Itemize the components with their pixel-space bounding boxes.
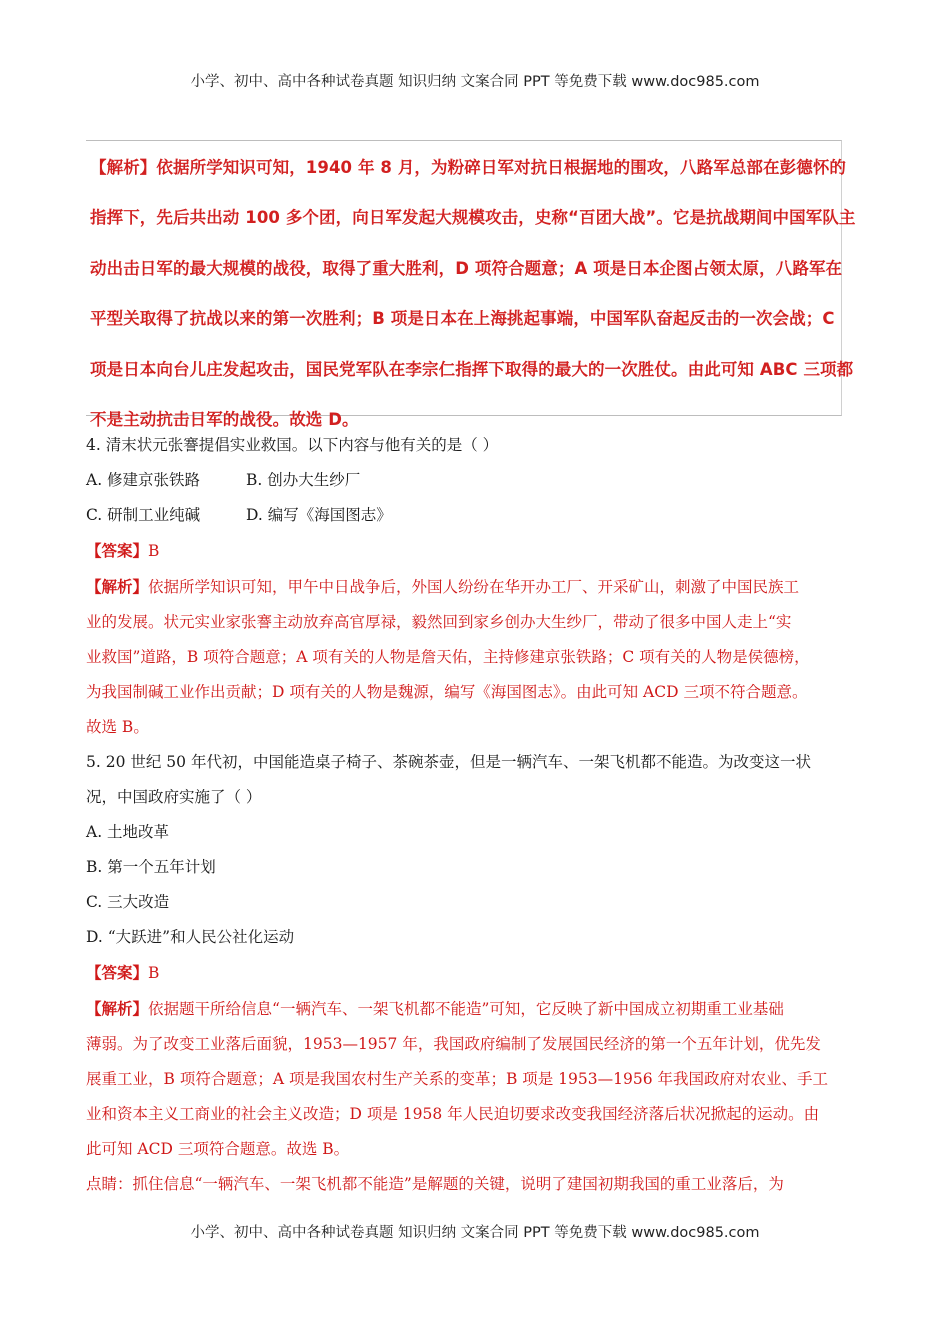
q4-analysis-line: 为我国制碱工业作出贡献；D 项有关的人物是魏源，编写《海国图志》。由此可知 ACD 三项不符合题意。 [86,683,808,701]
analysis-text: 依据题干所给信息“一辆汽车、一架飞机都不能造”可知，它反映了新中国成立初期重工业基础 [148,1000,784,1018]
q4-answer [86,533,866,569]
q5-option-a: A. 土地改革 [86,823,170,841]
prev-analysis-line: 项是日本向台儿庄发起攻击，国民党军队在李宗仁指挥下取得的最大的一次胜仗。由此可知 ABC 三项都 [90,359,854,379]
q4-options-row-1 [86,463,866,498]
q5-analysis-line [86,991,866,1027]
prev-analysis-line: 指挥下，先后共出动 100 多个团，向日军发起大规模攻击，史称“百团大战”。它是抗战期间中国军队主 [90,208,856,228]
prev-analysis-line: 平型关取得了抗战以来的第一次胜利；B 项是日本在上海挑起事端，中国军队奋起反击的一次会战；C [90,309,835,329]
answer-value: B [148,964,160,982]
q5-analysis-line: 此可知 ACD 三项符合题意。故选 B。 [86,1140,350,1158]
q4-analysis-line: 业的发展。状元实业家张謇主动放弃高官厚禄，毅然回到家乡创办大生纱厂，带动了很多中国人走上“实 [86,613,792,631]
q4-option-b: B. 创办大生纱厂 [246,471,361,489]
q4-analysis-line: 业救国”道路，B 项符合题意；A 项有关的人物是詹天佑，主持修建京张铁路；C 项有关的人物是侯德榜， [86,648,810,666]
q5-analysis-line: 业和资本主义工商业的社会主义改造；D 项是 1958 年人民迫切要求改变我国经济落后状况掀起的运动。由 [86,1105,820,1123]
answer-value: B [148,542,160,560]
question-4: 4. 清末状元张謇提倡实业救国。以下内容与他有关的是（ ） [86,436,499,454]
q5-answer [86,955,866,991]
analysis-tag: 【解析】 [86,999,149,1018]
q5-option-c: C. 三大改造 [86,893,170,911]
q5-tip: 点睛：抓住信息“一辆汽车、一架飞机都不能造”是解题的关键，说明了建国初期我国的重工业落后，为 [86,1175,784,1193]
answer-tag: 【答案】 [86,541,149,560]
q4-analysis-line [86,569,866,605]
page-header: 小学、初中、高中各种试卷真题 知识归纳 文案合同 PPT 等免费下载 www.doc985.com [190,74,760,90]
questions-body [86,428,866,1202]
question-5-cont: 况，中国政府实施了（ ） [86,788,262,806]
q4-option-a: A. 修建京张铁路 [86,471,201,489]
q5-analysis-line: 展重工业，B 项符合题意；A 项是我国农村生产关系的变革；B 项是 1953—1956 年我国政府对农业、手工 [86,1070,829,1088]
q4-analysis-line: 故选 B。 [86,718,149,736]
answer-tag: 【答案】 [86,963,149,982]
q5-option-d: D. “大跃进”和人民公社化运动 [86,928,295,946]
analysis-tag: 【解析】 [86,577,149,596]
prev-analysis-line: 动出击日军的最大规模的战役，取得了重大胜利，D 项符合题意；A 项是日本企图占领太原，八路军在 [90,258,843,278]
previous-analysis-image [86,140,856,430]
q4-option-c: C. 研制工业纯碱 [86,506,201,524]
prev-analysis-line: 【解析】依据所学知识可知，1940 年 8 月，为粉碎日军对抗日根据地的围攻，八路军总部在彭德怀的 [90,158,847,177]
question-5: 5. 20 世纪 50 年代初，中国能造桌子椅子、茶碗茶壶，但是一辆汽车、一架飞机都不能造。为改变这一状 [86,753,811,771]
q5-option-b: B. 第一个五年计划 [86,858,216,876]
prev-analysis-line: 不是主动抗击日军的战役。故选 D。 [90,410,359,430]
analysis-text: 依据所学知识可知，甲午中日战争后，外国人纷纷在华开办工厂、开采矿山，刺激了中国民族工 [148,578,800,596]
page-footer: 小学、初中、高中各种试卷真题 知识归纳 文案合同 PPT 等免费下载 www.doc985.com [190,1225,760,1241]
q5-analysis-line: 薄弱。为了改变工业落后面貌，1953—1957 年，我国政府编制了发展国民经济的第一个五年计划，优先发 [86,1035,821,1053]
q4-options-row-2 [86,498,866,533]
q4-option-d: D. 编写《海国图志》 [246,506,392,524]
